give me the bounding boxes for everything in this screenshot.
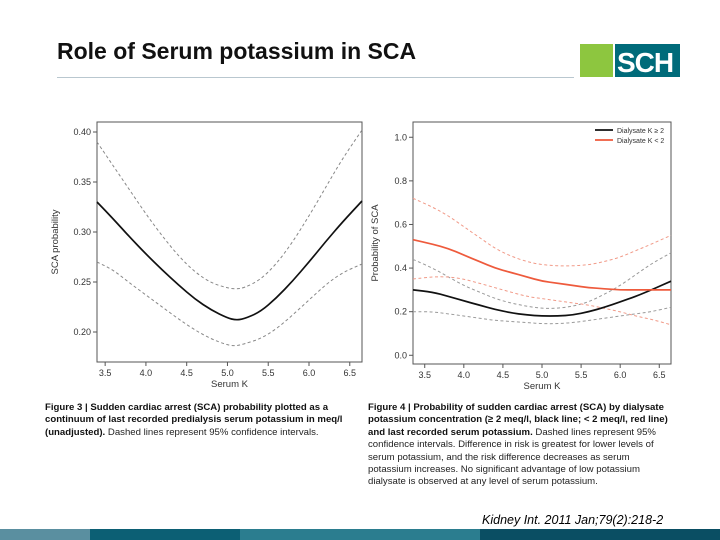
fig3-x-tick-label: 6.5 [343,368,357,378]
footer-bar [0,529,720,540]
figure4-caption [368,402,670,489]
fig3-x-tick-label: 4.0 [139,368,153,378]
fig4-y-axis-label: Probability of SCA [370,204,381,282]
fig3-x-tick-label: 4.5 [180,368,193,378]
logo-text: SCH [617,47,674,78]
figure3-chart [38,118,368,394]
fig4-y-tick-label: 0.8 [394,175,407,186]
figure3-caption-rest: Dashed lines represent 95% confidence intervals. [105,426,319,438]
footer-segment [240,529,480,540]
fig3-y-tick-label: 0.20 [73,327,91,337]
fig3-x-tick-label: 6.0 [302,368,316,378]
fig4-x-tick-label: 4.0 [457,370,471,380]
fig4-x-axis-label: Serum K [523,381,561,392]
footer-segment [480,529,720,540]
figure4-caption-rest: Dashed lines represent 95% confidence intervals. Difference in risk is greatest for lower levels of serum potassium, and the risk difference decreases as serum potassium increases. No significant advantage of low potassium dialysate is observed at any level of serum potassium. [368,426,656,488]
fig4-y-tick-label: 0.2 [394,306,407,317]
fig4-plot-frame [413,122,671,364]
fig4-legend-label: Dialysate K < 2 [617,138,665,145]
fig4-y-tick-label: 0.0 [394,350,407,361]
fig3-x-tick-label: 3.5 [98,368,112,378]
logo-green-block [580,44,613,77]
slide-title: Role of Serum potassium in SCA [57,38,417,64]
fig3-y-tick-label: 0.35 [73,177,91,187]
figure3-caption [45,402,355,439]
footer-segment [0,529,90,540]
title-divider [57,77,574,78]
fig3-y-tick-label: 0.30 [73,227,91,237]
fig3-plot-frame [97,122,362,362]
footer-segment [90,529,240,540]
fig4-x-tick-label: 4.5 [496,370,510,380]
fig4-legend [591,124,669,148]
fig4-x-tick-label: 6.0 [613,370,627,380]
fig4-y-tick-label: 0.4 [394,263,407,274]
fig3-y-axis-label: SCA probability [50,209,61,275]
figure3-caption-bold: Figure 3 | Sudden cardiac arrest (SCA) probability plotted as a continuum of last recorded predialysis serum potassium in meq/l (unadjusted). [45,402,343,438]
figure4-caption-bold: Figure 4 | Probability of sudden cardiac arrest (SCA) by dialysate potassium concentration (≥ 2 meq/l, black line; < 2 meq/l, red line) and last recorded serum potassium. [368,402,668,438]
fig4-y-tick-label: 1.0 [394,132,407,143]
fig4-x-tick-label: 3.5 [418,370,431,380]
fig3-y-tick-label: 0.25 [73,277,91,287]
fig4-x-tick-label: 5.0 [535,370,549,380]
figure4-chart [368,118,678,394]
fig3-x-axis-label: Serum K [211,379,248,390]
sch-logo [580,44,680,77]
fig4-x-tick-label: 6.5 [653,370,666,380]
fig4-legend-label: Dialysate K ≥ 2 [617,128,665,135]
fig3-y-tick-label: 0.40 [73,127,91,137]
fig3-x-tick-label: 5.0 [221,368,234,378]
citation: Kidney Int. 2011 Jan;79(2):218-2 [482,513,664,527]
fig4-y-tick-label: 0.6 [394,219,407,230]
fig3-x-tick-label: 5.5 [261,368,275,378]
fig4-x-tick-label: 5.5 [574,370,588,380]
